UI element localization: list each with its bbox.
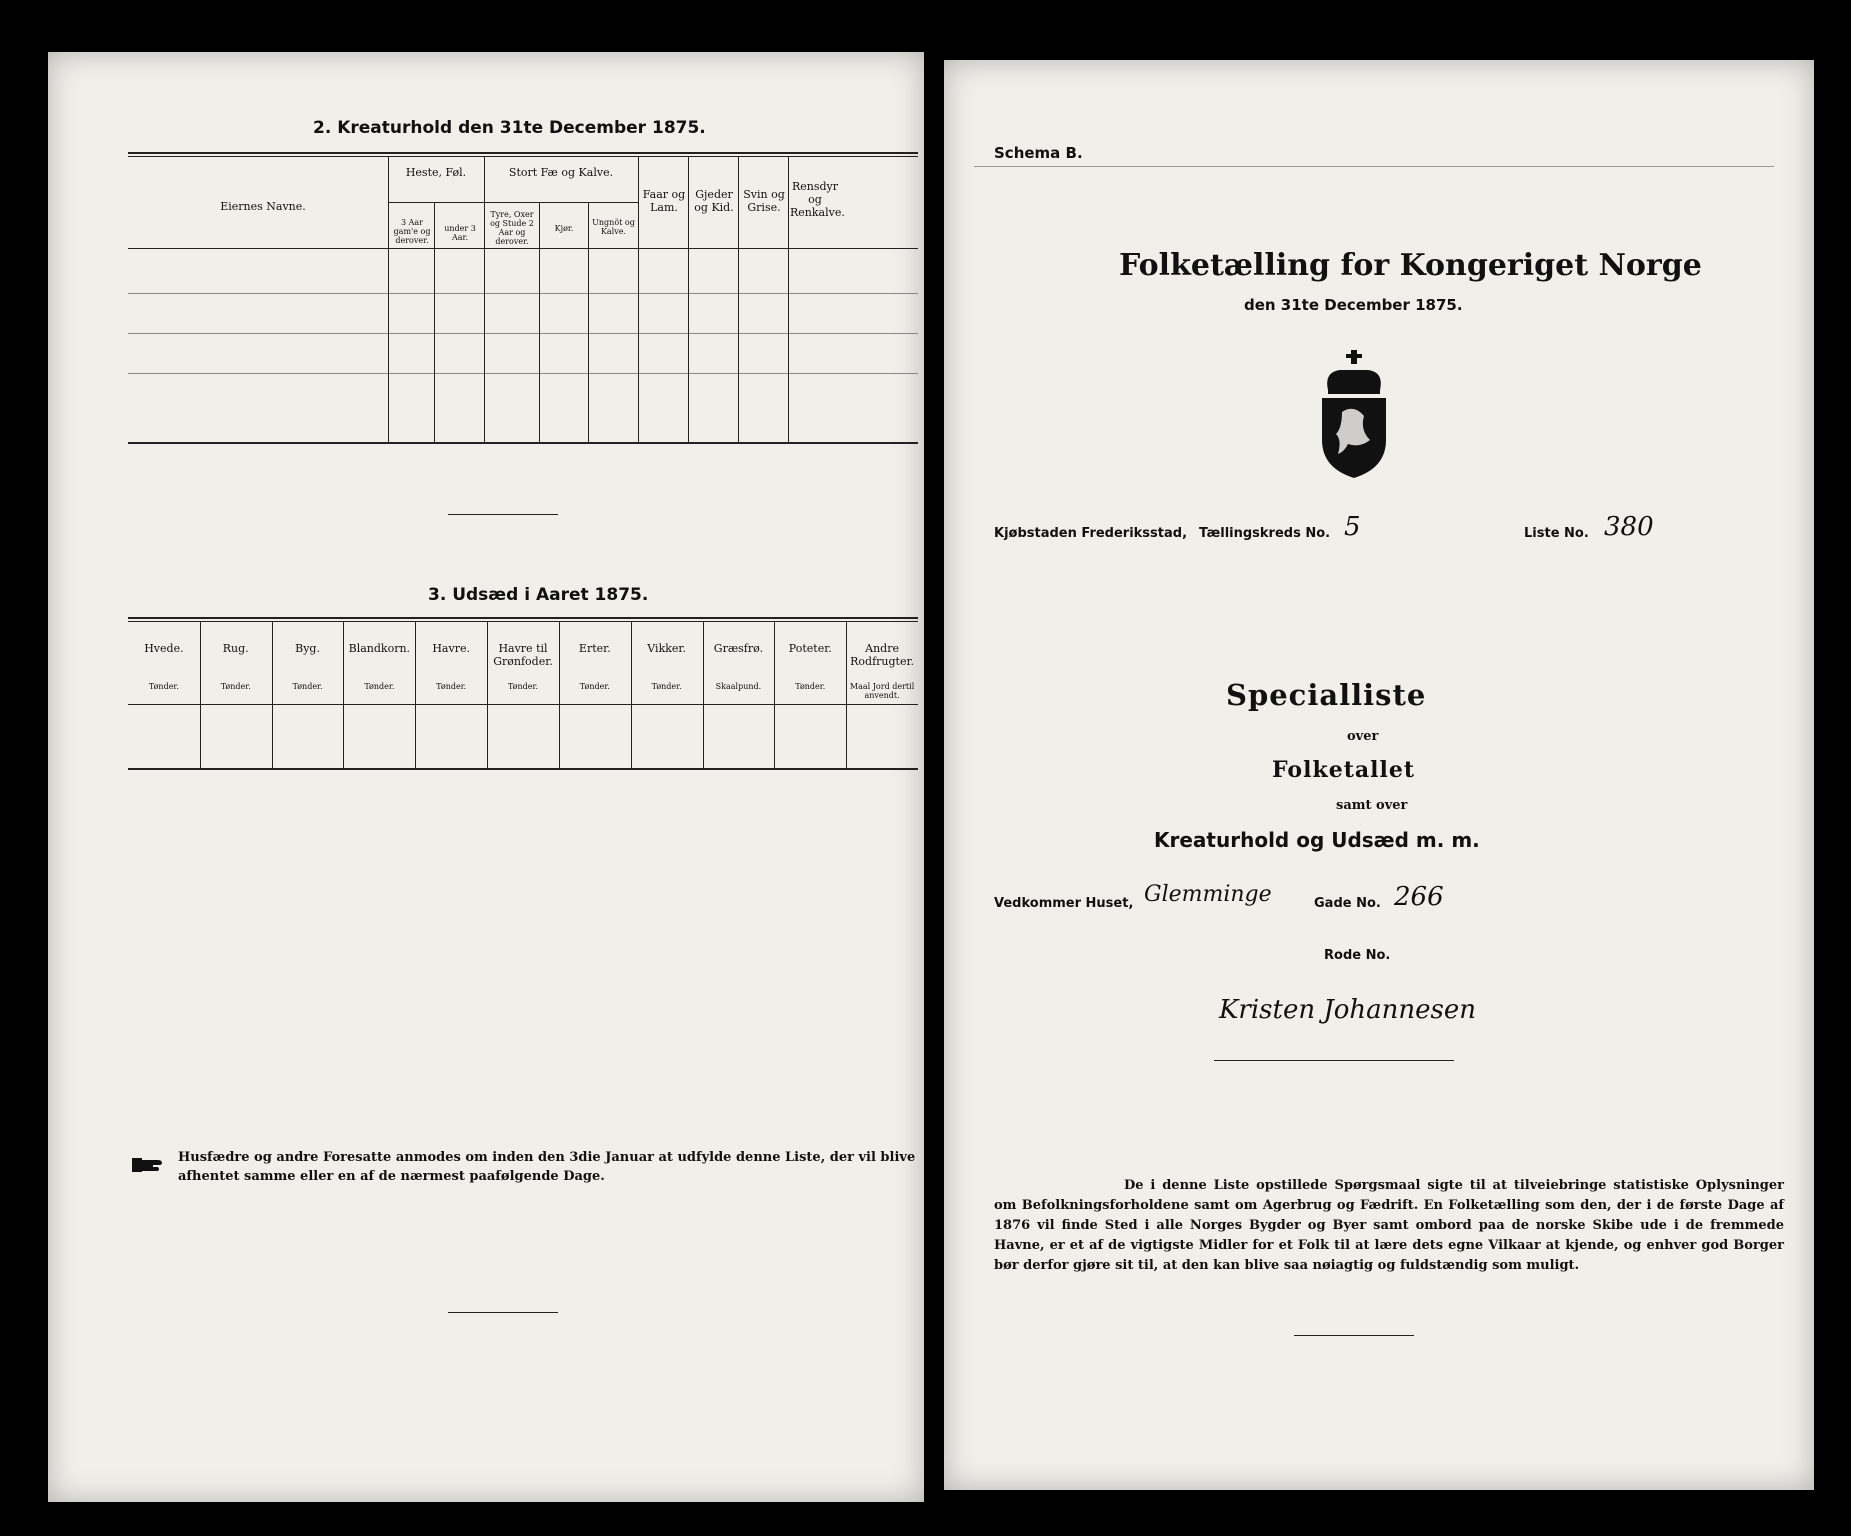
table3-header-rule [128,704,918,705]
horses-group-header: Heste, Føl. [405,166,467,179]
table3-col-divider [774,621,775,768]
table3-col-unit: Tønder. [292,682,323,691]
list-label: Liste No. [1524,526,1589,541]
list-value: 380 [1604,512,1654,542]
background-table-rule [974,166,1774,167]
pointing-hand-icon [130,1152,170,1176]
table3-col-header: Erter. [578,642,611,655]
section2-title: 2. Kreaturhold den 31te December 1875. [313,118,706,138]
signature: Kristen Johannesen [1219,995,1477,1025]
right-page [944,60,1814,1490]
reindeer-header: Rensdyr og Renkalve. [790,180,845,219]
table3-col-header: Andre Rodfrugter. [850,642,915,668]
information-paragraph: De i denne Liste opstillede Spørgsmaal sigte til at tilveiebringe statistiske Oplysninger om Befolkningsforholdene samt om Agerbrug og Fædrift. En Folketælling som den, der i de første Dage af 1876 vil finde Sted i alle Norges Bygder og Byer samt ombord paa de norske Skibe ude i de fremmede Havne, er et af de vigtigste Midler for et Folk til at lære dets egne Vilkaar at kjende, og enhver god Borger bør derfor gjøre sit til, at den kan blive saa nøiagtig og fuldstændig som muligt. [994,1178,1784,1273]
main-title: Folketælling for Kongeriget Norge [1119,248,1702,283]
table3-col-divider [703,621,704,768]
table2-col-divider [688,156,689,442]
pigs-header: Svin og Grise. [743,188,785,214]
table3-col-unit: Tønder. [220,682,251,691]
table3-col-divider [846,621,847,768]
table3-col-divider [487,621,488,768]
district-label: Tællingskreds No. [1199,526,1331,541]
folketallet-title: Folketallet [1272,757,1415,783]
kreaturhold-title: Kreaturhold og Udsæd m. m. [1154,828,1480,852]
notice-text: Husfædre og andre Foresatte anmodes om inden den 3die Januar at udfylde denne Liste, der vil blive afhentet samme eller en af de nærmest paafølgende Dage. [178,1150,916,1184]
owner-header: Eiernes Navne. [220,200,306,213]
table3-col-unit: Tønder. [364,682,395,691]
table2-col-divider [484,156,485,442]
table2-bottom-rule [128,442,918,444]
gade-value: 266 [1394,882,1444,912]
house-value: Glemminge [1144,882,1272,907]
table3-col-unit: Skaalpund. [715,682,762,691]
table3-col-divider [272,621,273,768]
table2-col-divider [788,156,789,442]
table3-col-unit: Tønder. [436,682,467,691]
table2-header-rule [128,248,918,249]
district-value: 5 [1344,512,1361,542]
table2-col-divider [588,202,589,442]
table2-top-rule-2 [128,156,918,157]
table2-col-divider [539,202,540,442]
table3-col-divider [200,621,201,768]
table3-col-unit: Tønder. [795,682,826,691]
table2-col-divider [434,202,435,442]
horse-old-header: 3 Aar gam'e og derover. [393,218,431,245]
table3-col-unit: Tønder. [579,682,610,691]
table2-row-rule [128,293,918,294]
left-page [48,52,924,1502]
table3-col-header: Vikker. [647,642,686,655]
signature-line [1214,1060,1454,1061]
table3-top-rule [128,617,918,619]
gade-label: Gade No. [1314,896,1381,911]
date-subtitle: den 31te December 1875. [1244,296,1463,314]
table2-top-rule [128,152,918,154]
table2-col-divider [638,156,639,442]
table3-col-unit: Tønder. [148,682,179,691]
table2-col-divider [388,156,389,442]
table3-col-unit: Maal Jord dertil anvendt. [849,682,915,700]
table3-col-divider [631,621,632,768]
bulls-header: Tyre, Oxer og Stude 2 Aar og derover. [490,210,534,246]
table3-col-unit: Tønder. [651,682,682,691]
table3-col-header: Poteter. [788,642,832,655]
table3-col-header: Rug. [222,642,249,655]
table2-row-rule [128,373,918,374]
young-cattle-header: Ungnöt og Kalve. [592,218,635,236]
table3-col-divider [343,621,344,768]
section3-title: 3. Udsæd i Aaret 1875. [428,585,649,605]
separator-line [1294,1335,1414,1336]
separator-line [448,514,558,515]
table3-top-rule-2 [128,621,918,622]
table3-col-header: Byg. [295,642,320,655]
sheep-header: Faar og Lam. [642,188,686,214]
table3-col-divider [559,621,560,768]
table3-col-unit: Tønder. [507,682,538,691]
table3-col-header: Blandkorn. [348,642,411,655]
table3-bottom-rule [128,768,918,770]
table3-col-divider [415,621,416,768]
coat-of-arms-icon [1314,350,1394,480]
separator-line [448,1312,558,1313]
table3-col-header: Havre. [432,642,470,655]
town-label: Kjøbstaden Frederiksstad, [994,526,1188,541]
table2-col-divider [738,156,739,442]
cattle-group-header: Stort Fæ og Kalve. [508,166,614,179]
schema-label: Schema B. [994,144,1083,162]
horse-young-header: under 3 Aar. [444,224,476,242]
table3-col-header: Havre til Grønfoder. [493,642,553,668]
table3-col-header: Hvede. [144,642,184,655]
cows-header: Kjør. [554,224,574,233]
specialliste-title: Specialliste [1226,678,1427,712]
over-label: over [1347,729,1379,744]
table2-row-rule [128,333,918,334]
rode-label: Rode No. [1324,948,1391,963]
house-label: Vedkommer Huset, [994,896,1134,911]
goats-header: Gjeder og Kid. [694,188,734,214]
samt-over-label: samt over [1336,798,1408,813]
table3-col-header: Græsfrø. [713,642,764,655]
table2-subgroup-rule [388,202,638,203]
